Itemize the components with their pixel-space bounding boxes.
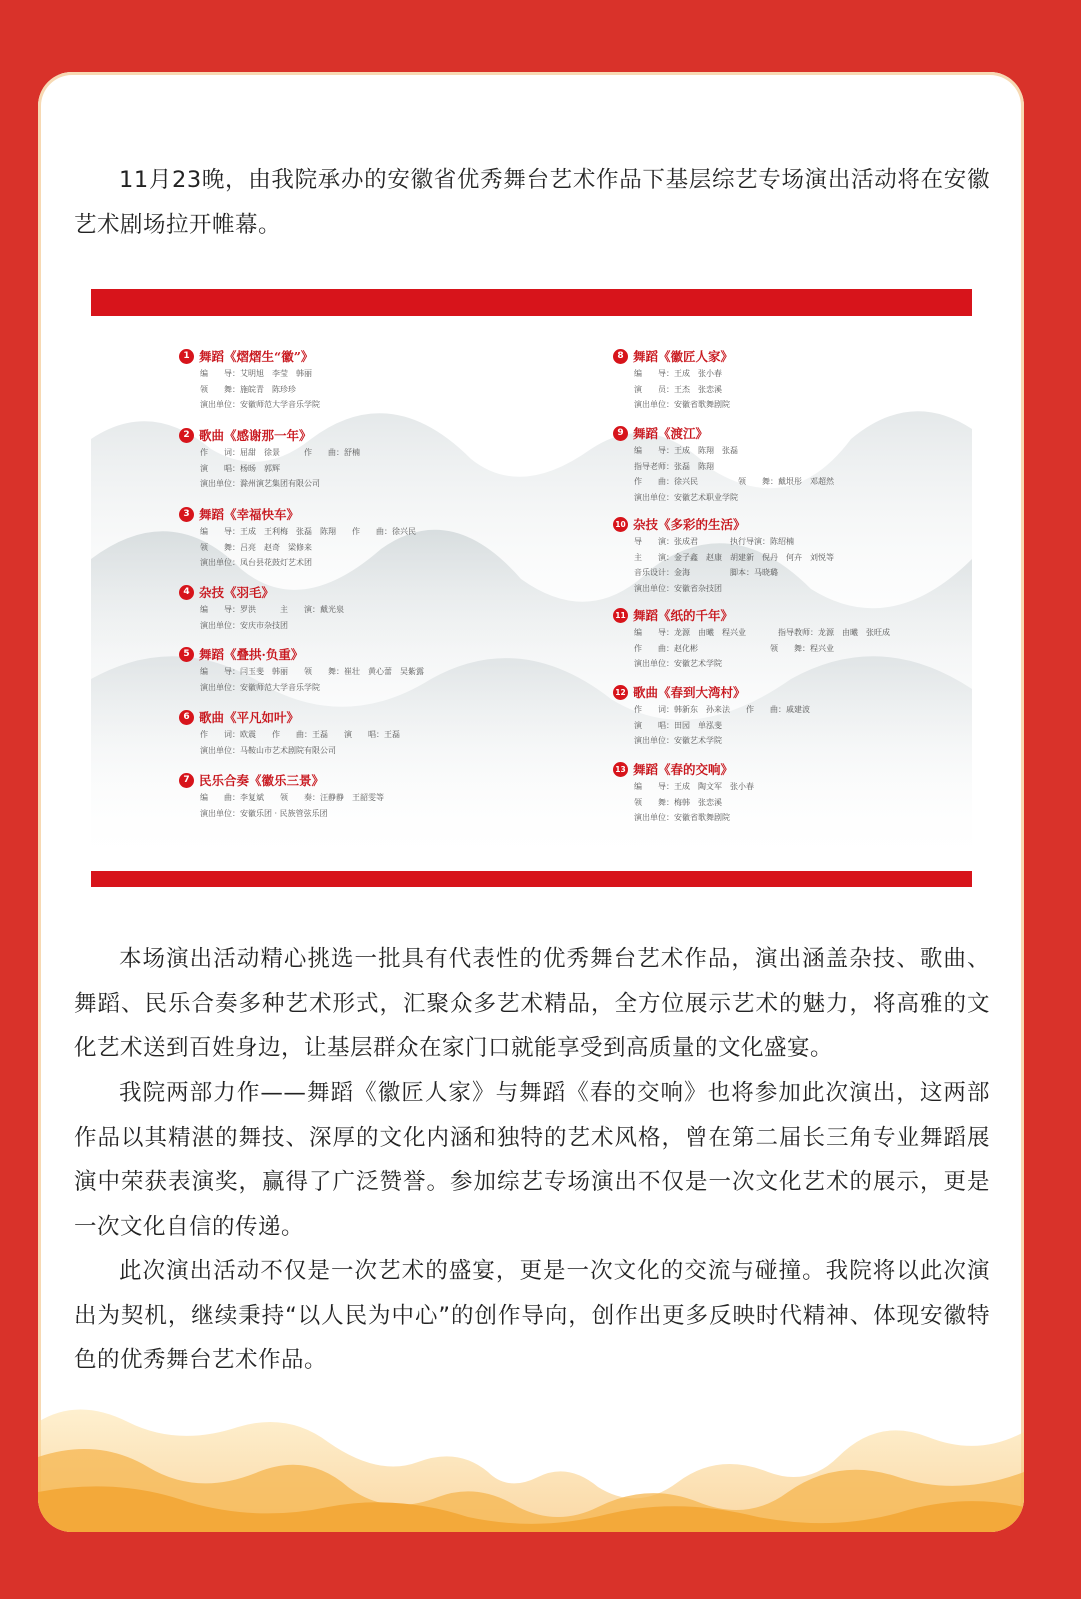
item-credit: 音乐设计：金海 脚本：马晓璐 bbox=[634, 568, 778, 577]
item-number: 3 bbox=[179, 507, 194, 522]
cloud-decoration bbox=[38, 1402, 1024, 1532]
content-card bbox=[38, 72, 1024, 1532]
item-credit: 领 舞：梅韩 张恋溪 bbox=[634, 797, 722, 807]
item-credit: 演出单位：安徽省歌舞剧院 bbox=[634, 813, 730, 822]
item-credit: 编 导：王成 王利梅 张磊 陈翔 作 曲：徐兴民 bbox=[200, 527, 416, 536]
item-credit: 演出单位：安徽省杂技团 bbox=[634, 583, 722, 593]
item-credit: 作 词：屈甜 徐景 作 曲：舒楠 bbox=[200, 448, 360, 457]
item-credit: 作 曲：徐兴民 领 舞：戴垠彤 邓超然 bbox=[634, 477, 834, 486]
item-credit: 演出单位：安徽师范大学音乐学院 bbox=[200, 682, 320, 692]
item-number: 6 bbox=[179, 710, 194, 725]
item-credit: 演出单位：安徽省歌舞剧院 bbox=[634, 400, 730, 409]
item-credit: 演出单位：安徽艺术学院 bbox=[634, 659, 722, 668]
program-item bbox=[613, 514, 972, 605]
item-credit: 作 词：欧震 作 曲：王磊 演 唱：王磊 bbox=[200, 730, 400, 739]
item-credit: 演出单位：马鞍山市艺术剧院有限公司 bbox=[200, 745, 336, 755]
poster-top-bar bbox=[91, 289, 972, 316]
item-credit: 演出单位：安徽乐团 · 民族管弦乐团 bbox=[200, 808, 328, 818]
poster-bottom-bar bbox=[91, 871, 972, 887]
item-title: 舞蹈《春的交响》 bbox=[633, 762, 734, 777]
body-paragraph: 我院两部力作——舞蹈《徽匠人家》与舞蹈《春的交响》也将参加此次演出，这两部作品以其精湛的舞技、深厚的文化内涵和独特的艺术风格，曾在第二届长三角专业舞蹈展演中荣获表演奖，赢得了广泛赞誉。参加综艺专场演出不仅是一次文化艺术的展示，更是一次文化自信的传递。 bbox=[74, 1080, 990, 1240]
program-item bbox=[179, 644, 579, 707]
program-item bbox=[179, 707, 579, 770]
program-item bbox=[613, 682, 972, 759]
body-paragraph: 此次演出活动不仅是一次艺术的盛宴，更是一次文化的交流与碰撞。我院将以此次演出为契机，继续秉持“以人民为中心”的创作导向，创作出更多反映时代精神、体现安徽特色的优秀舞台艺术作品。 bbox=[74, 1258, 990, 1373]
program-column-right bbox=[613, 346, 972, 826]
item-credit: 演出单位：安徽艺术职业学院 bbox=[634, 492, 738, 502]
item-credit: 演 员：王杰 张恋溪 bbox=[634, 384, 722, 394]
program-item bbox=[179, 346, 579, 425]
item-credit: 编 导：闫玉斐 韩丽 领 舞：崔壮 黄心蕾 吴紫露 bbox=[200, 667, 424, 676]
item-title: 舞蹈《幸福快车》 bbox=[199, 507, 300, 522]
program-item bbox=[179, 425, 579, 504]
program-item bbox=[613, 423, 972, 514]
item-title: 舞蹈《熠熠生“徽”》 bbox=[199, 349, 314, 364]
program-column-left bbox=[179, 346, 579, 821]
item-number: 5 bbox=[179, 647, 194, 662]
item-credit: 演 唱：田园 单泓斐 bbox=[634, 720, 722, 730]
program-item bbox=[179, 770, 579, 821]
item-credit: 演出单位：安庆市杂技团 bbox=[200, 620, 288, 630]
item-title: 歌曲《感谢那一年》 bbox=[199, 428, 312, 443]
item-title: 舞蹈《叠拱·负重》 bbox=[199, 647, 304, 662]
item-credit: 演出单位：凤台县花鼓灯艺术团 bbox=[200, 558, 312, 567]
item-number: 12 bbox=[613, 685, 628, 700]
item-credit: 编 导：罗洪 主 演：戴光泉 bbox=[200, 605, 344, 614]
intro-paragraph: 11月23晚，由我院承办的安徽省优秀舞台艺术作品下基层综艺专场演出活动将在安徽艺术剧场拉开帷幕。 bbox=[74, 167, 990, 238]
item-title: 舞蹈《纸的千年》 bbox=[633, 608, 734, 623]
item-title: 歌曲《平凡如叶》 bbox=[199, 710, 300, 725]
item-credit: 作 曲：赵化彬 领 舞：程兴业 bbox=[634, 643, 834, 653]
program-item bbox=[613, 759, 972, 826]
item-number: 13 bbox=[613, 762, 628, 777]
program-item bbox=[179, 582, 579, 644]
item-number: 8 bbox=[613, 349, 628, 364]
item-title: 民乐合奏《徽乐三景》 bbox=[199, 773, 325, 788]
item-credit: 演 唱：杨旸 郭辉 bbox=[200, 463, 280, 473]
item-title: 舞蹈《渡江》 bbox=[633, 426, 709, 441]
item-credit: 演出单位：安徽艺术学院 bbox=[634, 736, 722, 745]
item-credit: 编 导：龙源 由曦 程兴业 指导教师：龙源 由曦 张旺成 bbox=[634, 628, 890, 637]
item-number: 7 bbox=[179, 773, 194, 788]
program-item bbox=[613, 346, 972, 423]
item-number: 9 bbox=[613, 426, 628, 441]
item-number: 2 bbox=[179, 428, 194, 443]
item-credit: 领 舞：吕亮 赵奇 梁修来 bbox=[200, 542, 312, 552]
item-title: 杂技《多彩的生活》 bbox=[633, 517, 746, 532]
item-credit: 领 舞：施皖青 陈珍珍 bbox=[200, 384, 296, 394]
item-credit: 编 导：王成 陈翔 张磊 bbox=[634, 446, 738, 455]
item-credit: 导 演：张成君 执行导演：陈绍楠 bbox=[634, 537, 794, 546]
body-paragraph: 本场演出活动精心挑选一批具有代表性的优秀舞台艺术作品，演出涵盖杂技、歌曲、舞蹈、民乐合奏多种艺术形式，汇聚众多艺术精品，全方位展示艺术的魅力，将高雅的文化艺术送到百姓身边，让基层群众在家门口就能享受到高质量的文化盛宴。 bbox=[74, 946, 990, 1061]
item-credit: 指导老师：张磊 陈翔 bbox=[634, 461, 714, 471]
program-item bbox=[613, 605, 972, 682]
item-title: 歌曲《春到大湾村》 bbox=[633, 685, 746, 700]
item-credit: 编 导：王成 陶文军 张小春 bbox=[634, 782, 754, 791]
item-credit: 作 词：韩新东 孙来法 作 曲：戚建波 bbox=[634, 705, 810, 714]
item-credit: 编 导：王成 张小春 bbox=[634, 369, 722, 378]
item-number: 11 bbox=[613, 608, 628, 623]
item-credit: 演出单位：滁州演艺集团有限公司 bbox=[200, 479, 320, 488]
item-number: 4 bbox=[179, 585, 194, 600]
item-credit: 编 曲：李复斌 领 奏：汪静静 王韶雯等 bbox=[200, 793, 384, 802]
item-number: 1 bbox=[179, 349, 194, 364]
item-number: 10 bbox=[613, 517, 628, 532]
item-title: 舞蹈《徽匠人家》 bbox=[633, 349, 734, 364]
item-credit: 主 演：金子鑫 赵康 胡建新 倪丹 何卉 刘悦等 bbox=[634, 552, 834, 562]
program-poster bbox=[91, 289, 972, 887]
item-credit: 编 导：艾明旭 李莹 韩丽 bbox=[200, 369, 312, 378]
item-title: 杂技《羽毛》 bbox=[199, 585, 275, 600]
program-item bbox=[179, 504, 579, 582]
item-credit: 演出单位：安徽师范大学音乐学院 bbox=[200, 400, 320, 409]
